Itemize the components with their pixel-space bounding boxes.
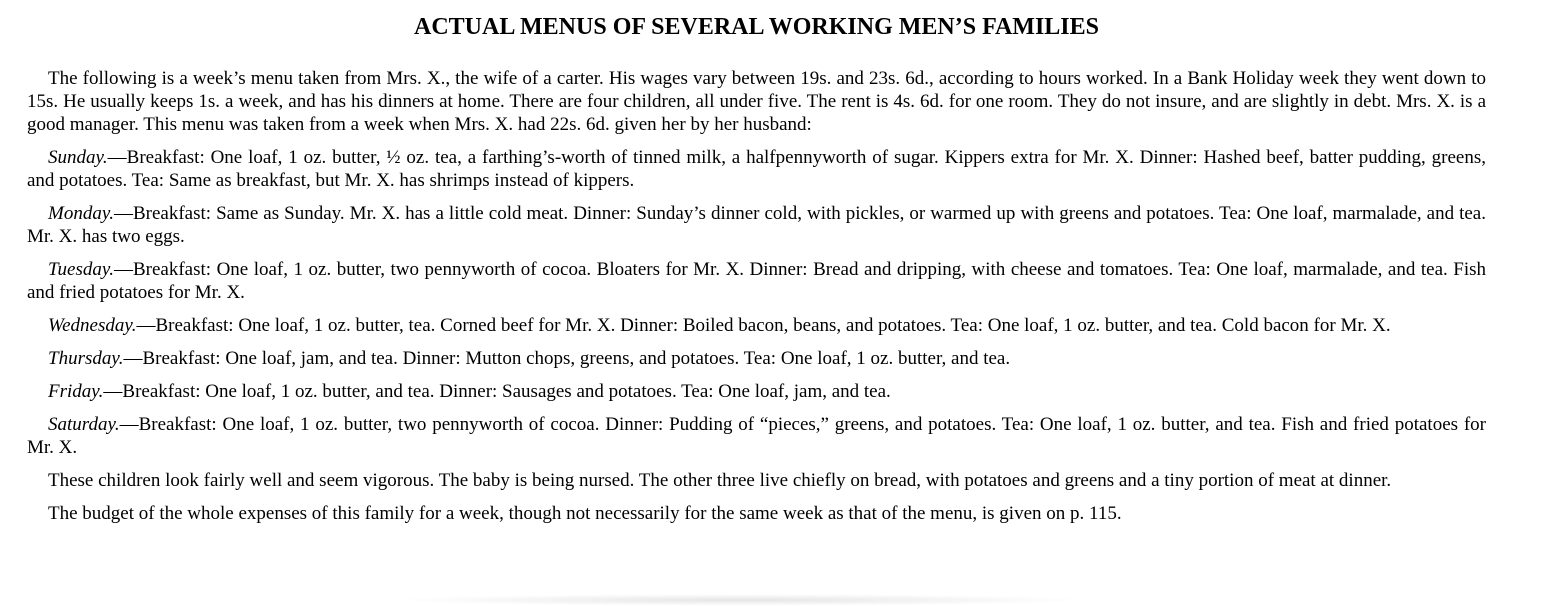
page-bottom-shadow (390, 594, 1090, 606)
menu-text-sunday: —Breakfast: One loaf, 1 oz. butter, ½ oz. tea, a farthing’s-worth of tinned milk, a halfpennyworth of sugar. Kippers extra for Mr. X. Dinner: Hashed beef, batter pudding, greens, and potatoes. Tea: Same as breakfast, but Mr. X. has shrimps instead of kippers. (27, 147, 1486, 191)
menu-thursday (27, 347, 1486, 370)
menu-monday (27, 202, 1486, 248)
day-label-thursday: Thursday. (48, 348, 124, 369)
closing-paragraph-children: These children look fairly well and seem vigorous. The baby is being nursed. The other three live chiefly on bread, with potatoes and greens and a tiny portion of meat at dinner. (48, 470, 1392, 491)
menu-sunday (27, 146, 1486, 192)
day-label-saturday: Saturday. (48, 414, 120, 435)
menu-friday (27, 380, 1486, 403)
menu-text-saturday: —Breakfast: One loaf, 1 oz. butter, two pennyworth of cocoa. Dinner: Pudding of “pieces,” greens, and potatoes. Tea: One loaf, 1 oz. butter, and tea. Fish and fried potatoes for Mr. X. (27, 414, 1486, 458)
menu-tuesday (27, 258, 1486, 304)
intro-paragraph: The following is a week’s menu taken from Mrs. X., the wife of a carter. His wages vary between 19s. and 23s. 6d., according to hours worked. In a Bank Holiday week they went down to 15s. He usually keeps 1s. a week, and has his dinners at home. There are four children, all under five. The rent is 4s. 6d. for one room. They do not insure, and are slightly in debt. Mrs. X. is a good manager. This menu was taken from a week when Mrs. X. had 22s. 6d. given her by her husband: (27, 68, 1486, 135)
page-title: ACTUAL MENUS OF SEVERAL WORKING MEN’S FAMILIES (414, 14, 1099, 40)
day-label-wednesday: Wednesday. (48, 315, 137, 336)
menu-text-friday: —Breakfast: One loaf, 1 oz. butter, and tea. Dinner: Sausages and potatoes. Tea: One loaf, jam, and tea. (103, 381, 891, 402)
menu-text-thursday: —Breakfast: One loaf, jam, and tea. Dinner: Mutton chops, greens, and potatoes. Tea: One loaf, 1 oz. butter, and tea. (123, 348, 1011, 369)
menu-text-wednesday: —Breakfast: One loaf, 1 oz. butter, tea. Corned beef for Mr. X. Dinner: Boiled bacon, beans, and potatoes. Tea: One loaf, 1 oz. butter, and tea. Cold bacon for Mr. X. (136, 315, 1391, 336)
day-label-tuesday: Tuesday. (48, 259, 114, 280)
day-label-monday: Monday. (48, 203, 114, 224)
day-label-sunday: Sunday. (48, 147, 108, 168)
document-page (27, 0, 1486, 535)
menu-saturday (27, 413, 1486, 459)
closing-paragraph-budget: The budget of the whole expenses of this family for a week, though not necessarily for the same week as that of the menu, is given on p. 115. (48, 503, 1122, 524)
menu-wednesday (27, 314, 1486, 337)
menu-text-tuesday: —Breakfast: One loaf, 1 oz. butter, two pennyworth of cocoa. Bloaters for Mr. X. Dinner: Bread and dripping, with cheese and tomatoes. Tea: One loaf, marmalade, and tea. Fish and fried potatoes for Mr. X. (27, 259, 1486, 303)
day-label-friday: Friday. (48, 381, 104, 402)
menu-text-monday: —Breakfast: Same as Sunday. Mr. X. has a little cold meat. Dinner: Sunday’s dinner cold, with pickles, or warmed up with greens and potatoes. Tea: One loaf, marmalade, and tea. Mr. X. has two eggs. (27, 203, 1486, 247)
